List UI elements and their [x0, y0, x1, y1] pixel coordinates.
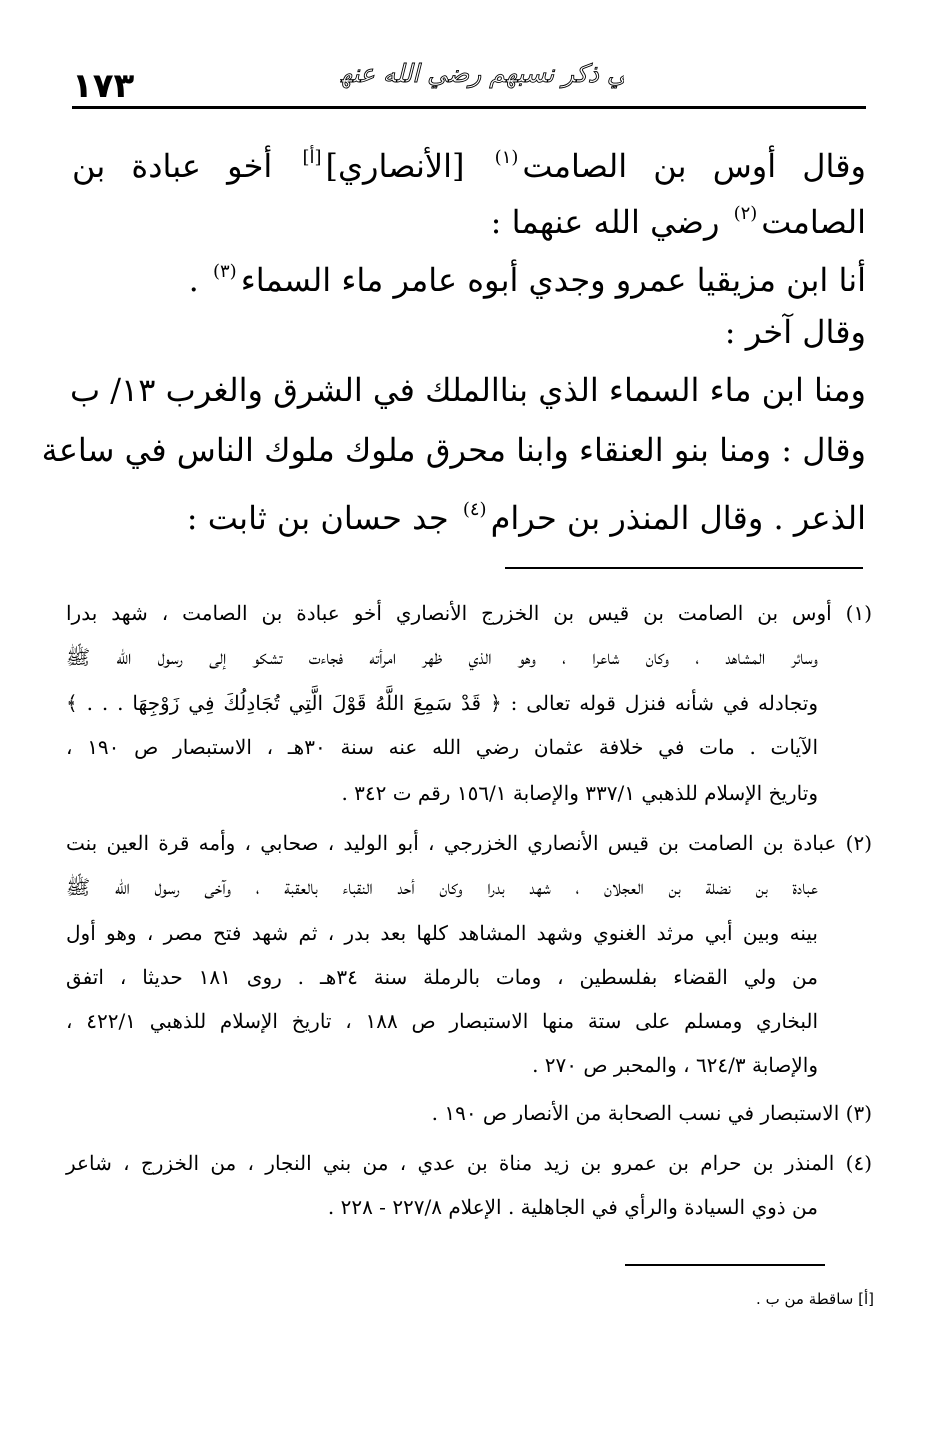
footnote-text: عبادة بن نضلة بن العجلان ، شهد بدرا وكان أحد النقباء بالعقبة ، وآخى رسول الله ﷺ — [66, 875, 818, 899]
footnote-1-line — [66, 642, 818, 672]
footnote-marker: (٢) — [845, 831, 873, 855]
variant-ref-a[interactable]: [أ] — [302, 147, 322, 168]
running-title-text: في ذكر نسبهم رضي الله عنهم — [340, 59, 624, 88]
footnote-text: أوس بن الصامت بن قيس بن الخزرج الأنصاري أخو عبادة بن الصامت ، شهد بدرا — [66, 601, 832, 625]
footnote-ref-1[interactable]: (١) — [494, 147, 519, 168]
text-run: أخو عبادة بن — [72, 147, 273, 185]
text-run: وقال أوس بن الصامت — [522, 147, 866, 185]
footnote-2-line — [66, 918, 818, 948]
running-title — [340, 42, 624, 104]
footnote-1-line — [66, 688, 818, 718]
text-run: . — [188, 261, 199, 299]
variant-separator — [625, 1264, 825, 1266]
footnote-ref-4[interactable]: (٤) — [462, 499, 487, 520]
verse-line-2 — [491, 194, 866, 242]
variant-note: [أ] ساقطة من ب . — [756, 1290, 874, 1308]
footnote-4-line — [328, 1192, 818, 1222]
footnote-text: وتجادله في شأنه فنزل قوله تعالى : ﴿ قَدْ سَمِعَ اللَّهُ قَوْلَ الَّتِي تُجَادِلُكَ فِي زَوْجِهَا . . . ﴾ — [66, 691, 818, 715]
footnote-text: بينه وبين أبي مرثد الغنوي وشهد المشاهد كلها بعد بدر ، ثم شهد فتح مصر ، وهو أول — [66, 921, 818, 945]
footnote-2 — [66, 828, 872, 858]
prose-line — [187, 490, 866, 538]
poem-line-1 — [189, 252, 866, 300]
prose-line — [41, 430, 866, 470]
footnote-1-line — [341, 778, 818, 808]
footnote-text: من ذوي السيادة والرأي في الجاهلية . الإعلام ٢٢٧/٨ - ٢٢٨ . — [327, 1195, 818, 1219]
footnote-text: المنذر بن حرام بن عمرو بن زيد مناة بن عدي ، من بني النجار ، من الخزرج ، شاعر — [66, 1151, 835, 1175]
footnote-3 — [432, 1098, 872, 1128]
footnote-marker: (٣) — [845, 1101, 872, 1125]
footnote-2-line — [66, 872, 818, 902]
page-number: ١٧٣ — [72, 66, 135, 106]
footnote-ref-2[interactable]: (٢) — [733, 203, 758, 224]
calligraphy-title — [340, 42, 624, 104]
footnote-ref-3[interactable]: (٣) — [212, 261, 237, 282]
verse-line-1 — [72, 138, 866, 186]
text-run: [الأنصاري] — [325, 147, 465, 185]
footnote-text: الاستبصار في نسب الصحابة من الأنصار ص ١٩٠ . — [431, 1101, 840, 1125]
footnote-text: وتاريخ الإسلام للذهبي ٣٣٧/١ والإصابة ١٥٦/١ رقم ت ٣٤٢ . — [341, 781, 818, 805]
text-run: الصامت — [761, 203, 866, 241]
prose-line — [725, 312, 866, 352]
footnote-2-line — [66, 1006, 818, 1036]
footnote-2-line — [66, 962, 818, 992]
footnote-text: والإصابة ٦٢٤/٣ ، والمحبر ص ٢٧٠ . — [532, 1053, 818, 1077]
text-run: رضي الله عنهما : — [490, 203, 720, 241]
poem-line-2 — [69, 370, 866, 410]
footnote-1-line — [66, 732, 818, 762]
footnote-text: البخاري ومسلم على ستة منها الاستبصار ص ١٨٨ ، تاريخ الإسلام للذهبي ٤٢٢/١ ، — [66, 1009, 819, 1033]
header-rule — [72, 106, 866, 109]
footnote-marker: (١) — [845, 601, 872, 625]
text-run: ومنا ابن ماء السماء الذي بناالملك في الشرق والغرب ١٣/ ب — [69, 371, 866, 409]
text-run: وقال : ومنا بنو العنقاء وابنا محرق ملوك ملوك الناس في ساعة — [41, 431, 866, 469]
footnote-4 — [66, 1148, 872, 1178]
footnote-text: الآيات . مات في خلافة عثمان رضي الله عنه سنة ٣٠هـ ، الاستبصار ص ١٩٠ ، — [66, 735, 819, 759]
text-run: الذعر . وقال المنذر بن حرام — [490, 499, 866, 537]
text-run: وقال آخر : — [724, 313, 866, 351]
footnote-text: وسائر المشاهد ، وكان شاعرا ، وهو الذي ظهر امرأته فجاءت تشكو إلى رسول الله ﷺ — [66, 645, 818, 669]
footnote-text: من ولي القضاء بفلسطين ، ومات بالرملة سنة ٣٤هـ . روى ١٨١ حديثا ، اتفق — [66, 965, 818, 989]
text-run: أنا ابن مزيقيا عمرو وجدي أبوه عامر ماء السماء — [240, 261, 866, 299]
footnote-marker: (٤) — [845, 1151, 872, 1175]
footnote-text: عبادة بن الصامت بن قيس الأنصاري الخزرجي ، أبو الوليد ، صحابي ، وأمه قرة العين بنت — [66, 831, 837, 855]
text-run: جد حسان بن ثابت : — [186, 499, 449, 537]
footnote-separator — [505, 567, 863, 569]
footnote-1 — [66, 598, 872, 628]
footnote-2-line — [532, 1050, 818, 1080]
